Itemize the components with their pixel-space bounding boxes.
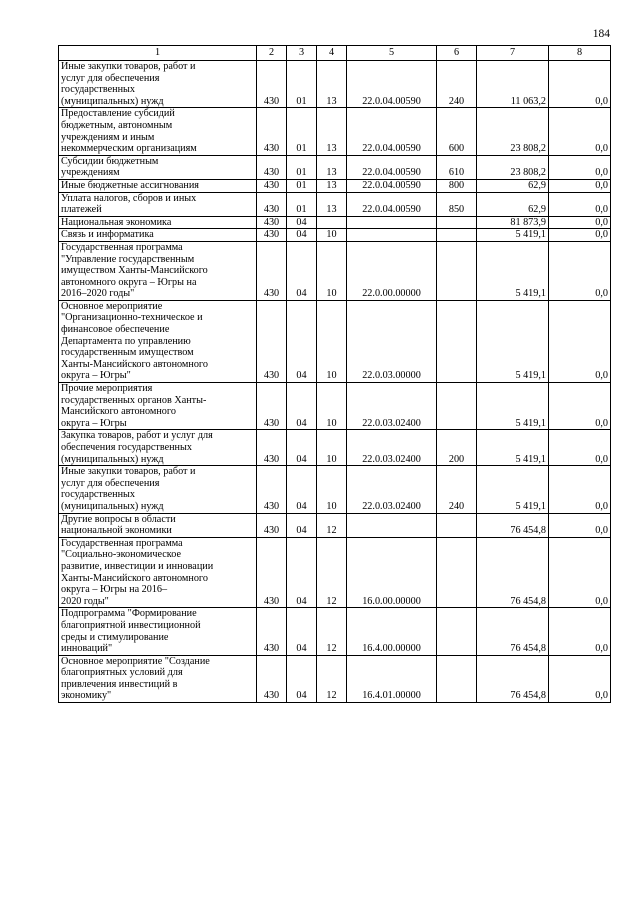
section-cell: 04 xyxy=(287,300,317,382)
admin-code-cell: 430 xyxy=(257,655,287,702)
admin-code-cell: 430 xyxy=(257,192,287,216)
admin-code-cell: 430 xyxy=(257,216,287,229)
page-number: 184 xyxy=(592,28,610,40)
amount-cell: 5 419,1 xyxy=(477,430,549,466)
admin-code-cell: 430 xyxy=(257,466,287,513)
section-cell: 01 xyxy=(287,155,317,179)
amount-2-cell: 0,0 xyxy=(549,383,611,430)
name-cell: Основное мероприятие "Организационно-техническое и финансовое обеспечение Департамента по управлению государственным имуществом Ханты-Мансийского автономного округа – Югры" xyxy=(59,300,257,382)
admin-code-cell: 430 xyxy=(257,430,287,466)
section-cell: 04 xyxy=(287,229,317,242)
section-cell: 04 xyxy=(287,466,317,513)
subsection-cell: 13 xyxy=(317,155,347,179)
amount-cell: 5 419,1 xyxy=(477,229,549,242)
amount-2-cell: 0,0 xyxy=(549,61,611,108)
amount-2-cell: 0,0 xyxy=(549,608,611,655)
name-cell: Государственная программа "Управление государственным имуществом Ханты-Мансийского автономного округа – Югры на 2016–2020 годы" xyxy=(59,241,257,300)
name-cell: Основное мероприятие "Создание благоприятных условий для привлечения инвестиций в экономику" xyxy=(59,655,257,702)
target-article-cell: 22.0.04.00590 xyxy=(347,179,437,192)
name-cell: Иные закупки товаров, работ и услуг для обеспечения государственных (муниципальных) нужд xyxy=(59,466,257,513)
amount-cell: 76 454,8 xyxy=(477,655,549,702)
table-row xyxy=(59,61,611,108)
amount-2-cell: 0,0 xyxy=(549,430,611,466)
section-cell: 01 xyxy=(287,179,317,192)
section-cell: 04 xyxy=(287,513,317,537)
table-row xyxy=(59,179,611,192)
subsection-cell: 10 xyxy=(317,229,347,242)
subsection-cell: 10 xyxy=(317,241,347,300)
amount-2-cell: 0,0 xyxy=(549,179,611,192)
expense-type-cell: 800 xyxy=(437,179,477,192)
subsection-cell: 10 xyxy=(317,300,347,382)
table-row xyxy=(59,608,611,655)
amount-cell: 23 808,2 xyxy=(477,108,549,155)
section-cell: 04 xyxy=(287,430,317,466)
admin-code-cell: 430 xyxy=(257,155,287,179)
admin-code-cell: 430 xyxy=(257,383,287,430)
subsection-cell: 10 xyxy=(317,383,347,430)
table-row xyxy=(59,466,611,513)
table-row xyxy=(59,430,611,466)
name-cell: Связь и информатика xyxy=(59,229,257,242)
amount-2-cell: 0,0 xyxy=(549,192,611,216)
budget-table xyxy=(58,45,611,703)
expense-type-cell: 240 xyxy=(437,466,477,513)
amount-2-cell: 0,0 xyxy=(549,216,611,229)
subsection-cell: 13 xyxy=(317,192,347,216)
table-row xyxy=(59,655,611,702)
admin-code-cell: 430 xyxy=(257,229,287,242)
subsection-cell: 12 xyxy=(317,608,347,655)
amount-cell: 62,9 xyxy=(477,192,549,216)
subsection-cell: 13 xyxy=(317,108,347,155)
section-cell: 04 xyxy=(287,383,317,430)
subsection-cell: 13 xyxy=(317,61,347,108)
amount-cell: 5 419,1 xyxy=(477,300,549,382)
expense-type-cell xyxy=(437,537,477,608)
table-row xyxy=(59,216,611,229)
expense-type-cell: 240 xyxy=(437,61,477,108)
amount-cell: 5 419,1 xyxy=(477,241,549,300)
expense-type-cell xyxy=(437,383,477,430)
section-cell: 01 xyxy=(287,108,317,155)
subsection-cell: 10 xyxy=(317,430,347,466)
admin-code-cell: 430 xyxy=(257,513,287,537)
section-cell: 04 xyxy=(287,216,317,229)
name-cell: Уплата налогов, сборов и иных платежей xyxy=(59,192,257,216)
subsection-cell: 12 xyxy=(317,655,347,702)
admin-code-cell: 430 xyxy=(257,61,287,108)
admin-code-cell: 430 xyxy=(257,300,287,382)
target-article-cell xyxy=(347,229,437,242)
table-row xyxy=(59,192,611,216)
amount-cell: 76 454,8 xyxy=(477,513,549,537)
amount-cell: 5 419,1 xyxy=(477,466,549,513)
expense-type-cell xyxy=(437,513,477,537)
column-header-3: 3 xyxy=(287,46,317,61)
table-row xyxy=(59,537,611,608)
amount-2-cell: 0,0 xyxy=(549,229,611,242)
target-article-cell: 22.0.04.00590 xyxy=(347,192,437,216)
target-article-cell: 22.0.03.00000 xyxy=(347,300,437,382)
amount-2-cell: 0,0 xyxy=(549,655,611,702)
amount-cell: 5 419,1 xyxy=(477,383,549,430)
expense-type-cell xyxy=(437,608,477,655)
name-cell: Предоставление субсидий бюджетным, автономным учреждениям и иным некоммерческим организациям xyxy=(59,108,257,155)
amount-cell: 76 454,8 xyxy=(477,608,549,655)
section-cell: 01 xyxy=(287,61,317,108)
name-cell: Другие вопросы в области национальной экономики xyxy=(59,513,257,537)
name-cell: Закупка товаров, работ и услуг для обеспечения государственных (муниципальных) нужд xyxy=(59,430,257,466)
amount-2-cell: 0,0 xyxy=(549,108,611,155)
header-row xyxy=(59,46,611,61)
admin-code-cell: 430 xyxy=(257,108,287,155)
table-row xyxy=(59,383,611,430)
amount-cell: 81 873,9 xyxy=(477,216,549,229)
amount-2-cell: 0,0 xyxy=(549,241,611,300)
table-row xyxy=(59,300,611,382)
table-row xyxy=(59,229,611,242)
expense-type-cell xyxy=(437,241,477,300)
table-row xyxy=(59,108,611,155)
admin-code-cell: 430 xyxy=(257,608,287,655)
amount-2-cell: 0,0 xyxy=(549,513,611,537)
target-article-cell: 22.0.00.00000 xyxy=(347,241,437,300)
expense-type-cell xyxy=(437,216,477,229)
column-header-2: 2 xyxy=(257,46,287,61)
target-article-cell: 22.0.04.00590 xyxy=(347,108,437,155)
expense-type-cell xyxy=(437,229,477,242)
target-article-cell: 16.4.01.00000 xyxy=(347,655,437,702)
name-cell: Иные закупки товаров, работ и услуг для обеспечения государственных (муниципальных) нужд xyxy=(59,61,257,108)
column-header-6: 6 xyxy=(437,46,477,61)
table-row xyxy=(59,241,611,300)
target-article-cell: 22.0.03.02400 xyxy=(347,383,437,430)
target-article-cell: 22.0.03.02400 xyxy=(347,430,437,466)
name-cell: Государственная программа "Социально-экономическое развитие, инвестиции и инновации Ханты-Мансийского автономного округа – Югры на 2016– 2020 годы" xyxy=(59,537,257,608)
target-article-cell: 22.0.04.00590 xyxy=(347,155,437,179)
table-row xyxy=(59,513,611,537)
name-cell: Прочие мероприятия государственных органов Ханты- Мансийского автономного округа – Югры xyxy=(59,383,257,430)
amount-cell: 11 063,2 xyxy=(477,61,549,108)
amount-2-cell: 0,0 xyxy=(549,300,611,382)
name-cell: Подпрограмма "Формирование благоприятной инвестиционной среды и стимулирование инноваций" xyxy=(59,608,257,655)
column-header-4: 4 xyxy=(317,46,347,61)
section-cell: 01 xyxy=(287,192,317,216)
target-article-cell xyxy=(347,513,437,537)
section-cell: 04 xyxy=(287,655,317,702)
amount-cell: 76 454,8 xyxy=(477,537,549,608)
amount-cell: 23 808,2 xyxy=(477,155,549,179)
table-body xyxy=(59,61,611,703)
expense-type-cell xyxy=(437,655,477,702)
target-article-cell: 22.0.03.02400 xyxy=(347,466,437,513)
column-header-5: 5 xyxy=(347,46,437,61)
expense-type-cell: 850 xyxy=(437,192,477,216)
admin-code-cell: 430 xyxy=(257,537,287,608)
target-article-cell xyxy=(347,216,437,229)
expense-type-cell: 610 xyxy=(437,155,477,179)
target-article-cell: 16.4.00.00000 xyxy=(347,608,437,655)
subsection-cell: 12 xyxy=(317,513,347,537)
admin-code-cell: 430 xyxy=(257,179,287,192)
column-header-7: 7 xyxy=(477,46,549,61)
column-header-8: 8 xyxy=(549,46,611,61)
target-article-cell: 22.0.04.00590 xyxy=(347,61,437,108)
table-row xyxy=(59,155,611,179)
subsection-cell: 12 xyxy=(317,537,347,608)
amount-cell: 62,9 xyxy=(477,179,549,192)
amount-2-cell: 0,0 xyxy=(549,466,611,513)
column-header-1: 1 xyxy=(59,46,257,61)
amount-2-cell: 0,0 xyxy=(549,155,611,179)
table-header xyxy=(59,46,611,61)
name-cell: Иные бюджетные ассигнования xyxy=(59,179,257,192)
amount-2-cell: 0,0 xyxy=(549,537,611,608)
subsection-cell: 13 xyxy=(317,179,347,192)
name-cell: Национальная экономика xyxy=(59,216,257,229)
expense-type-cell: 200 xyxy=(437,430,477,466)
expense-type-cell: 600 xyxy=(437,108,477,155)
target-article-cell: 16.0.00.00000 xyxy=(347,537,437,608)
section-cell: 04 xyxy=(287,537,317,608)
subsection-cell: 10 xyxy=(317,466,347,513)
admin-code-cell: 430 xyxy=(257,241,287,300)
subsection-cell xyxy=(317,216,347,229)
section-cell: 04 xyxy=(287,608,317,655)
expense-type-cell xyxy=(437,300,477,382)
name-cell: Субсидии бюджетным учреждениям xyxy=(59,155,257,179)
section-cell: 04 xyxy=(287,241,317,300)
